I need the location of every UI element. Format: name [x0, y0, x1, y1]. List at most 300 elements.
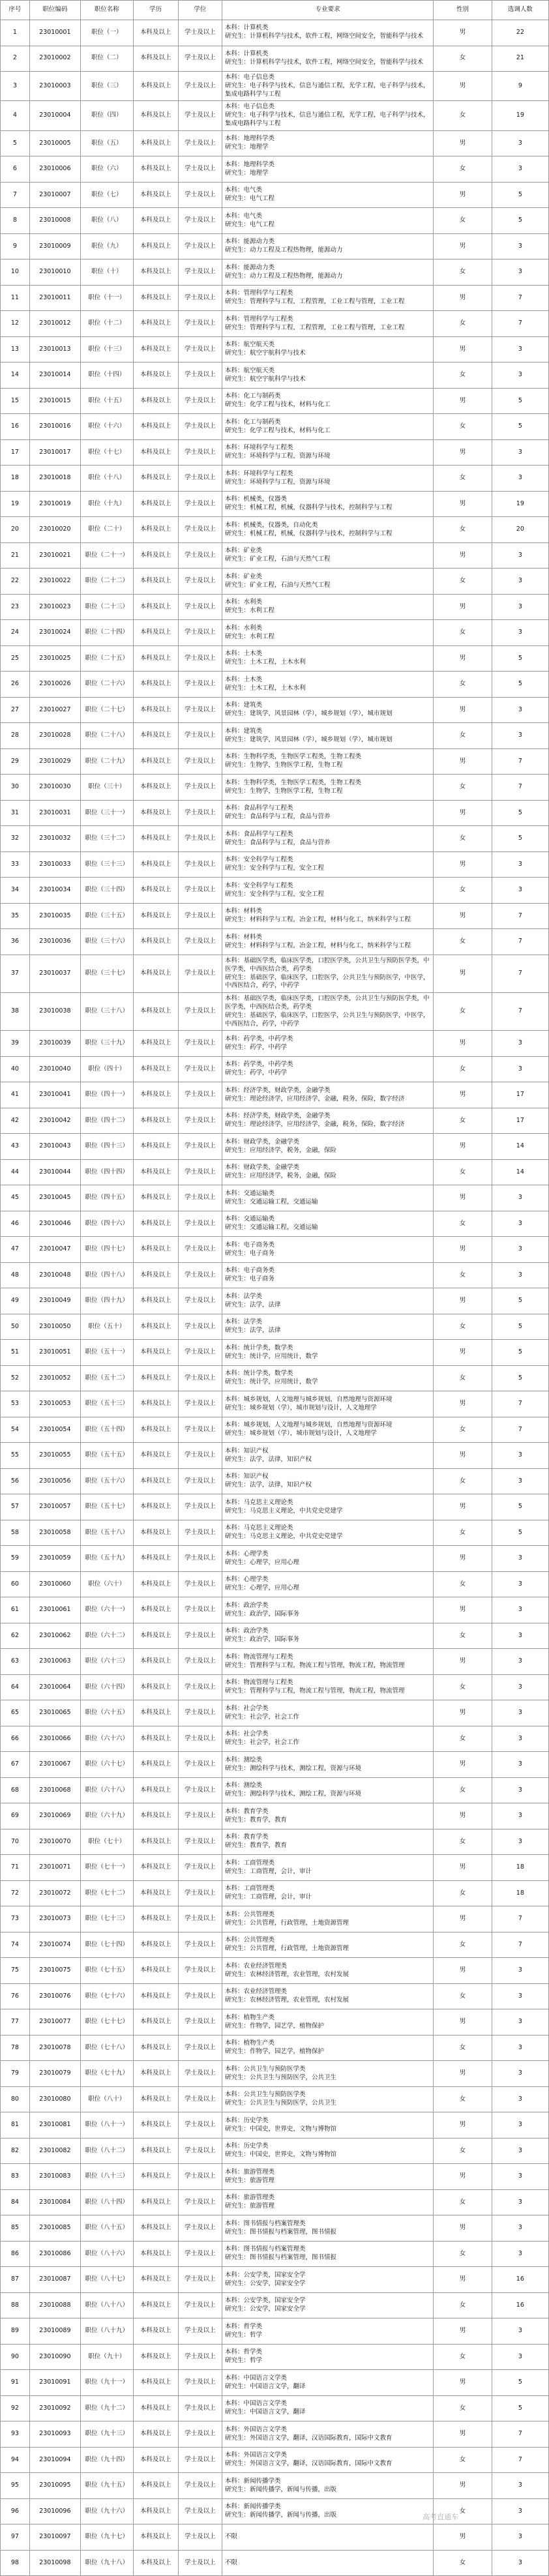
cell-code: 23010008 — [29, 208, 80, 234]
cell-major: 本科：公安学类，国家安全学 研究生：公安学，国家安全学 — [222, 2292, 433, 2318]
cell-seq: 73 — [1, 1906, 30, 1932]
cell-count: 3 — [492, 1237, 548, 1263]
cell-code: 23010093 — [29, 2421, 80, 2448]
table-row — [1, 1443, 549, 1469]
cell-major: 本科：机械类，仪器类 研究生：机械工程，机械，仪器科学与技术，控制科学与工程 — [222, 491, 433, 517]
cell-count: 5 — [492, 388, 548, 414]
table-row — [1, 1752, 549, 1778]
cell-gender: 女 — [434, 569, 492, 595]
cell-seq: 43 — [1, 1134, 30, 1160]
cell-code: 23010085 — [29, 2215, 80, 2242]
cell-edu: 本科及以上 — [133, 1906, 178, 1932]
cell-gender: 女 — [434, 208, 492, 234]
cell-edu: 本科及以上 — [133, 1494, 178, 1520]
cell-edu: 本科及以上 — [133, 1855, 178, 1881]
cell-edu: 本科及以上 — [133, 620, 178, 646]
cell-code: 23010041 — [29, 1082, 80, 1108]
cell-degree: 学士及以上 — [178, 517, 222, 543]
cell-code: 23010087 — [29, 2267, 80, 2293]
cell-gender: 男 — [434, 955, 492, 992]
table-row — [1, 903, 549, 929]
cell-code: 23010064 — [29, 1674, 80, 1700]
cell-degree: 学士及以上 — [178, 1340, 222, 1366]
cell-code: 23010006 — [29, 156, 80, 183]
cell-gender: 男 — [434, 2421, 492, 2448]
cell-name: 职位（三十五） — [81, 903, 134, 929]
cell-degree: 学士及以上 — [178, 2112, 222, 2139]
header-degree: 学位 — [178, 1, 222, 20]
cell-degree: 学士及以上 — [178, 748, 222, 775]
cell-degree: 学士及以上 — [178, 1185, 222, 1211]
cell-gender: 男 — [434, 336, 492, 363]
table-row — [1, 569, 549, 595]
cell-seq: 13 — [1, 336, 30, 363]
table-row — [1, 2524, 549, 2551]
cell-gender: 女 — [434, 1108, 492, 1134]
cell-name: 职位（八十八） — [81, 2292, 134, 2318]
cell-seq: 77 — [1, 2009, 30, 2036]
cell-name: 职位（二十七） — [81, 697, 134, 723]
cell-count: 3 — [492, 2112, 548, 2139]
cell-major: 本科：建筑类 研究生：建筑学，风景园林（学），城乡规划（学），城市规划 — [222, 723, 433, 749]
table-row — [1, 2061, 549, 2087]
table-row — [1, 2318, 549, 2345]
table-row — [1, 1674, 549, 1700]
cell-name: 职位（八十七） — [81, 2267, 134, 2293]
cell-count: 7 — [492, 311, 548, 337]
cell-gender: 男 — [434, 2215, 492, 2242]
cell-code: 23010013 — [29, 336, 80, 363]
cell-name: 职位（五十） — [81, 1314, 134, 1340]
cell-code: 23010038 — [29, 993, 80, 1031]
cell-count: 16 — [492, 2292, 548, 2318]
cell-degree: 学士及以上 — [178, 2421, 222, 2448]
cell-gender: 男 — [434, 800, 492, 826]
cell-major: 本科：计算机类 研究生：计算机科学与技术，软件工程，网络空间安全，智能科学与技术 — [222, 46, 433, 72]
cell-major: 本科：交通运输类 研究生：交通运输工程，交通运输 — [222, 1211, 433, 1237]
table-row — [1, 1159, 549, 1185]
cell-gender: 女 — [434, 311, 492, 337]
table-row — [1, 20, 549, 46]
cell-seq: 48 — [1, 1262, 30, 1288]
cell-seq: 87 — [1, 2267, 30, 2293]
cell-degree: 学士及以上 — [178, 955, 222, 992]
cell-major: 本科：化工与制药类 研究生：化学工程与技术，材料与化工 — [222, 414, 433, 440]
cell-degree: 学士及以上 — [178, 1855, 222, 1881]
cell-name: 职位（二十六） — [81, 672, 134, 698]
cell-seq: 54 — [1, 1417, 30, 1443]
cell-code: 23010055 — [29, 1443, 80, 1469]
cell-degree: 学士及以上 — [178, 672, 222, 698]
cell-edu: 本科及以上 — [133, 1262, 178, 1288]
table-row — [1, 697, 549, 723]
cell-gender: 男 — [434, 851, 492, 878]
header-count: 选调人数 — [492, 1, 548, 20]
table-row — [1, 1649, 549, 1675]
cell-seq: 78 — [1, 2035, 30, 2061]
cell-count: 22 — [492, 20, 548, 46]
table-row — [1, 2421, 549, 2448]
cell-major: 本科：航空航天类 研究生：航空宇航科学与技术 — [222, 363, 433, 389]
cell-seq: 84 — [1, 2189, 30, 2215]
cell-degree: 学士及以上 — [178, 491, 222, 517]
cell-gender: 男 — [434, 2009, 492, 2036]
cell-major: 本科：马克思主义理论类 研究生：马克思主义理论，中共党史党建学 — [222, 1520, 433, 1546]
cell-name: 职位（五十六） — [81, 1468, 134, 1494]
cell-count: 3 — [492, 233, 548, 259]
table-row — [1, 1880, 549, 1906]
table-row — [1, 46, 549, 72]
cell-code: 23010014 — [29, 363, 80, 389]
cell-degree: 学士及以上 — [178, 542, 222, 569]
table-row — [1, 542, 549, 569]
cell-edu: 本科及以上 — [133, 311, 178, 337]
cell-name: 职位（三） — [81, 72, 134, 101]
cell-count: 7 — [492, 929, 548, 955]
cell-count: 7 — [492, 1417, 548, 1443]
cell-edu: 本科及以上 — [133, 2344, 178, 2370]
cell-seq: 59 — [1, 1546, 30, 1572]
cell-degree: 学士及以上 — [178, 466, 222, 492]
watermark: 高考直通车 — [423, 2513, 458, 2521]
cell-name: 职位（四十五） — [81, 1185, 134, 1211]
cell-code: 23010091 — [29, 2370, 80, 2396]
cell-edu: 本科及以上 — [133, 1340, 178, 1366]
cell-code: 23010028 — [29, 723, 80, 749]
cell-major: 本科：地理科学类 研究生：地理学 — [222, 156, 433, 183]
cell-major: 本科：植物生产类 研究生：作物学，园艺学，植物保护 — [222, 2035, 433, 2061]
cell-name: 职位（四十四） — [81, 1159, 134, 1185]
cell-edu: 本科及以上 — [133, 2189, 178, 2215]
cell-seq: 46 — [1, 1211, 30, 1237]
cell-degree: 学士及以上 — [178, 336, 222, 363]
cell-count: 7 — [492, 285, 548, 311]
cell-major: 本科：农业经济管理类 研究生：农林经济管理，农业管理，农村发展 — [222, 1983, 433, 2009]
cell-major: 本科：电子信息类 研究生：电子科学与技术，信息与通信工程，光学工程，电子科学与技术，集成电路科学与工程 — [222, 101, 433, 130]
cell-count: 18 — [492, 1880, 548, 1906]
cell-seq: 25 — [1, 645, 30, 672]
cell-edu: 本科及以上 — [133, 1288, 178, 1314]
cell-major: 本科：交通运输类 研究生：交通运输工程，交通运输 — [222, 1185, 433, 1211]
cell-edu: 本科及以上 — [133, 182, 178, 208]
table-header-row — [1, 1, 549, 20]
cell-count: 3 — [492, 1546, 548, 1572]
cell-edu: 本科及以上 — [133, 1159, 178, 1185]
cell-gender: 男 — [434, 72, 492, 101]
table-row — [1, 1031, 549, 1057]
cell-seq: 31 — [1, 800, 30, 826]
cell-major: 本科：物流管理与工程类 研究生：管理科学与工程，物流工程与管理，物流工程，物流管理 — [222, 1649, 433, 1675]
cell-seq: 96 — [1, 2498, 30, 2524]
cell-name: 职位（三十一） — [81, 800, 134, 826]
cell-code: 23010024 — [29, 620, 80, 646]
table-row — [1, 439, 549, 466]
cell-edu: 本科及以上 — [133, 1443, 178, 1469]
table-row — [1, 800, 549, 826]
cell-major: 本科：材料类 研究生：材料科学与工程，冶金工程，材料与化工，纳米科学与工程 — [222, 903, 433, 929]
cell-seq: 33 — [1, 851, 30, 878]
cell-gender: 男 — [434, 1494, 492, 1520]
cell-count: 3 — [492, 594, 548, 620]
table-row — [1, 2344, 549, 2370]
cell-major: 本科：图书情报与档案管理类 研究生：图书情报与档案管理，图书情报 — [222, 2215, 433, 2242]
cell-edu: 本科及以上 — [133, 1108, 178, 1134]
cell-name: 职位（九） — [81, 233, 134, 259]
cell-seq: 36 — [1, 929, 30, 955]
cell-degree: 学士及以上 — [178, 620, 222, 646]
cell-name: 职位（五十二） — [81, 1365, 134, 1391]
table-row — [1, 993, 549, 1031]
cell-name: 职位（七十六） — [81, 1983, 134, 2009]
cell-major: 本科：能源动力类 研究生：动力工程及工程热物理，能源动力 — [222, 233, 433, 259]
header-seq: 序号 — [1, 1, 30, 20]
cell-count: 5 — [492, 414, 548, 440]
cell-gender: 男 — [434, 1855, 492, 1881]
cell-edu: 本科及以上 — [133, 208, 178, 234]
cell-code: 23010034 — [29, 878, 80, 904]
cell-edu: 本科及以上 — [133, 363, 178, 389]
cell-count: 3 — [492, 542, 548, 569]
cell-name: 职位（五十九） — [81, 1546, 134, 1572]
cell-edu: 本科及以上 — [133, 1829, 178, 1855]
cell-name: 职位（二十四） — [81, 620, 134, 646]
cell-edu: 本科及以上 — [133, 1211, 178, 1237]
cell-gender: 女 — [434, 2086, 492, 2112]
cell-count: 3 — [492, 1649, 548, 1675]
cell-seq: 83 — [1, 2164, 30, 2190]
cell-count: 7 — [492, 955, 548, 992]
cell-name: 职位（三十八） — [81, 993, 134, 1031]
table-row — [1, 1468, 549, 1494]
cell-count: 3 — [492, 336, 548, 363]
cell-name: 职位（四十六） — [81, 1211, 134, 1237]
cell-edu: 本科及以上 — [133, 2318, 178, 2345]
cell-major: 本科：公共管理类 研究生：公共管理，行政管理，土地资源管理 — [222, 1932, 433, 1958]
cell-count: 3 — [492, 2241, 548, 2267]
cell-major: 本科：矿业类 研究生：矿业工程，石油与天然气工程 — [222, 569, 433, 595]
cell-edu: 本科及以上 — [133, 1752, 178, 1778]
cell-code: 23010086 — [29, 2241, 80, 2267]
cell-count: 16 — [492, 2267, 548, 2293]
cell-degree: 学士及以上 — [178, 20, 222, 46]
cell-name: 职位（九十八） — [81, 2550, 134, 2576]
cell-degree: 学士及以上 — [178, 569, 222, 595]
cell-seq: 58 — [1, 1520, 30, 1546]
cell-count: 3 — [492, 2035, 548, 2061]
table-row — [1, 1340, 549, 1366]
cell-count: 5 — [492, 1340, 548, 1366]
cell-edu: 本科及以上 — [133, 2421, 178, 2448]
cell-code: 23010056 — [29, 1468, 80, 1494]
cell-name: 职位（十四） — [81, 363, 134, 389]
cell-major: 本科：历史学类 研究生：中国史，世界史，文物与博物馆 — [222, 2138, 433, 2164]
cell-count: 3 — [492, 1700, 548, 1726]
cell-degree: 学士及以上 — [178, 1752, 222, 1778]
cell-seq: 89 — [1, 2318, 30, 2345]
cell-gender: 男 — [434, 1958, 492, 1984]
cell-code: 23010035 — [29, 903, 80, 929]
table-row — [1, 1983, 549, 2009]
cell-seq: 80 — [1, 2086, 30, 2112]
cell-count: 17 — [492, 1108, 548, 1134]
cell-name: 职位（八十六） — [81, 2241, 134, 2267]
cell-gender: 女 — [434, 156, 492, 183]
cell-seq: 44 — [1, 1159, 30, 1185]
cell-code: 23010002 — [29, 46, 80, 72]
cell-seq: 94 — [1, 2447, 30, 2473]
cell-seq: 88 — [1, 2292, 30, 2318]
cell-count: 3 — [492, 1752, 548, 1778]
cell-gender: 男 — [434, 748, 492, 775]
cell-code: 23010071 — [29, 1855, 80, 1881]
cell-code: 23010033 — [29, 851, 80, 878]
cell-name: 职位（二十九） — [81, 748, 134, 775]
cell-name: 职位（五十一） — [81, 1340, 134, 1366]
cell-code: 23010079 — [29, 2061, 80, 2087]
cell-code: 23010040 — [29, 1056, 80, 1082]
cell-major: 本科：统计学类，数学类 研究生：统计学，应用统计，数学 — [222, 1340, 433, 1366]
cell-degree: 学士及以上 — [178, 1880, 222, 1906]
cell-degree: 学士及以上 — [178, 388, 222, 414]
cell-seq: 32 — [1, 826, 30, 852]
cell-gender: 男 — [434, 1288, 492, 1314]
cell-name: 职位（七十五） — [81, 1958, 134, 1984]
cell-major: 本科：地理科学类 研究生：地理学 — [222, 130, 433, 156]
cell-edu: 本科及以上 — [133, 697, 178, 723]
cell-edu: 本科及以上 — [133, 1700, 178, 1726]
cell-degree: 学士及以上 — [178, 723, 222, 749]
cell-degree: 学士及以上 — [178, 1649, 222, 1675]
cell-degree: 学士及以上 — [178, 2344, 222, 2370]
table-row — [1, 182, 549, 208]
cell-code: 23010001 — [29, 20, 80, 46]
cell-seq: 65 — [1, 1700, 30, 1726]
cell-degree: 学士及以上 — [178, 156, 222, 183]
cell-name: 职位（八十四） — [81, 2189, 134, 2215]
table-row — [1, 311, 549, 337]
cell-count: 3 — [492, 259, 548, 286]
cell-gender: 男 — [434, 1803, 492, 1829]
table-row — [1, 1237, 549, 1263]
cell-gender: 男 — [434, 1546, 492, 1572]
cell-edu: 本科及以上 — [133, 645, 178, 672]
cell-edu: 本科及以上 — [133, 1623, 178, 1649]
table-row — [1, 72, 549, 101]
cell-major: 本科：财政学类，金融学类 研究生：应用经济学，税务，金融，保险 — [222, 1159, 433, 1185]
cell-degree: 学士及以上 — [178, 775, 222, 801]
table-row — [1, 878, 549, 904]
cell-name: 职位（十七） — [81, 439, 134, 466]
table-row — [1, 826, 549, 852]
cell-name: 职位（二十三） — [81, 594, 134, 620]
cell-edu: 本科及以上 — [133, 2292, 178, 2318]
cell-code: 23010075 — [29, 1958, 80, 1984]
cell-count: 7 — [492, 993, 548, 1031]
cell-degree: 学士及以上 — [178, 1031, 222, 1057]
cell-seq: 26 — [1, 672, 30, 698]
cell-gender: 男 — [434, 2164, 492, 2190]
cell-seq: 39 — [1, 1031, 30, 1057]
cell-count: 5 — [492, 2395, 548, 2421]
table-row — [1, 2498, 549, 2524]
table-row — [1, 130, 549, 156]
cell-count: 3 — [492, 1983, 548, 2009]
cell-edu: 本科及以上 — [133, 2035, 178, 2061]
cell-count: 7 — [492, 2421, 548, 2448]
table-row — [1, 955, 549, 992]
cell-major: 本科：图书情报与档案管理类 研究生：图书情报与档案管理，图书情报 — [222, 2241, 433, 2267]
cell-seq: 67 — [1, 1752, 30, 1778]
cell-edu: 本科及以上 — [133, 2138, 178, 2164]
cell-gender: 女 — [434, 414, 492, 440]
cell-code: 23010078 — [29, 2035, 80, 2061]
cell-major: 本科：外国语言文学类 研究生：外国语言文学，翻译，汉语国际教育，国际中文教育 — [222, 2421, 433, 2448]
cell-gender: 女 — [434, 878, 492, 904]
cell-name: 职位（八） — [81, 208, 134, 234]
cell-code: 23010077 — [29, 2009, 80, 2036]
cell-degree: 学士及以上 — [178, 2267, 222, 2293]
cell-seq: 76 — [1, 1983, 30, 2009]
cell-gender: 男 — [434, 1752, 492, 1778]
cell-major: 本科：计算机类 研究生：计算机科学与技术，软件工程，网络空间安全，智能科学与技术 — [222, 20, 433, 46]
cell-gender: 男 — [434, 2473, 492, 2499]
cell-name: 职位（十六） — [81, 414, 134, 440]
cell-name: 职位（三十四） — [81, 878, 134, 904]
table-row — [1, 388, 549, 414]
cell-name: 职位（三十九） — [81, 1031, 134, 1057]
table-row — [1, 1623, 549, 1649]
cell-name: 职位（七十八） — [81, 2035, 134, 2061]
cell-code: 23010080 — [29, 2086, 80, 2112]
cell-gender: 女 — [434, 2447, 492, 2473]
cell-degree: 学士及以上 — [178, 2241, 222, 2267]
cell-edu: 本科及以上 — [133, 259, 178, 286]
cell-gender: 女 — [434, 2344, 492, 2370]
cell-name: 职位（五十五） — [81, 1443, 134, 1469]
table-row — [1, 2138, 549, 2164]
table-row — [1, 2164, 549, 2190]
cell-name: 职位（五十八） — [81, 1520, 134, 1546]
table-row — [1, 1700, 549, 1726]
header-major: 专业要求 — [222, 1, 433, 20]
cell-name: 职位（十九） — [81, 491, 134, 517]
cell-name: 职位（五十三） — [81, 1391, 134, 1417]
cell-seq: 2 — [1, 46, 30, 72]
cell-degree: 学士及以上 — [178, 1211, 222, 1237]
cell-seq: 81 — [1, 2112, 30, 2139]
cell-degree: 学士及以上 — [178, 594, 222, 620]
cell-count: 7 — [492, 2447, 548, 2473]
cell-degree: 学士及以上 — [178, 2138, 222, 2164]
cell-gender: 女 — [434, 929, 492, 955]
cell-edu: 本科及以上 — [133, 2395, 178, 2421]
cell-count: 3 — [492, 2344, 548, 2370]
cell-degree: 学士及以上 — [178, 1468, 222, 1494]
cell-gender: 女 — [434, 259, 492, 286]
cell-code: 23010057 — [29, 1494, 80, 1520]
cell-edu: 本科及以上 — [133, 1185, 178, 1211]
cell-degree: 学士及以上 — [178, 311, 222, 337]
cell-count: 3 — [492, 1056, 548, 1082]
cell-code: 23010063 — [29, 1649, 80, 1675]
cell-count: 3 — [492, 1597, 548, 1623]
cell-seq: 30 — [1, 775, 30, 801]
cell-edu: 本科及以上 — [133, 1674, 178, 1700]
cell-name: 职位（八十三） — [81, 2164, 134, 2190]
cell-name: 职位（四） — [81, 101, 134, 130]
cell-code: 23010061 — [29, 1597, 80, 1623]
cell-code: 23010015 — [29, 388, 80, 414]
